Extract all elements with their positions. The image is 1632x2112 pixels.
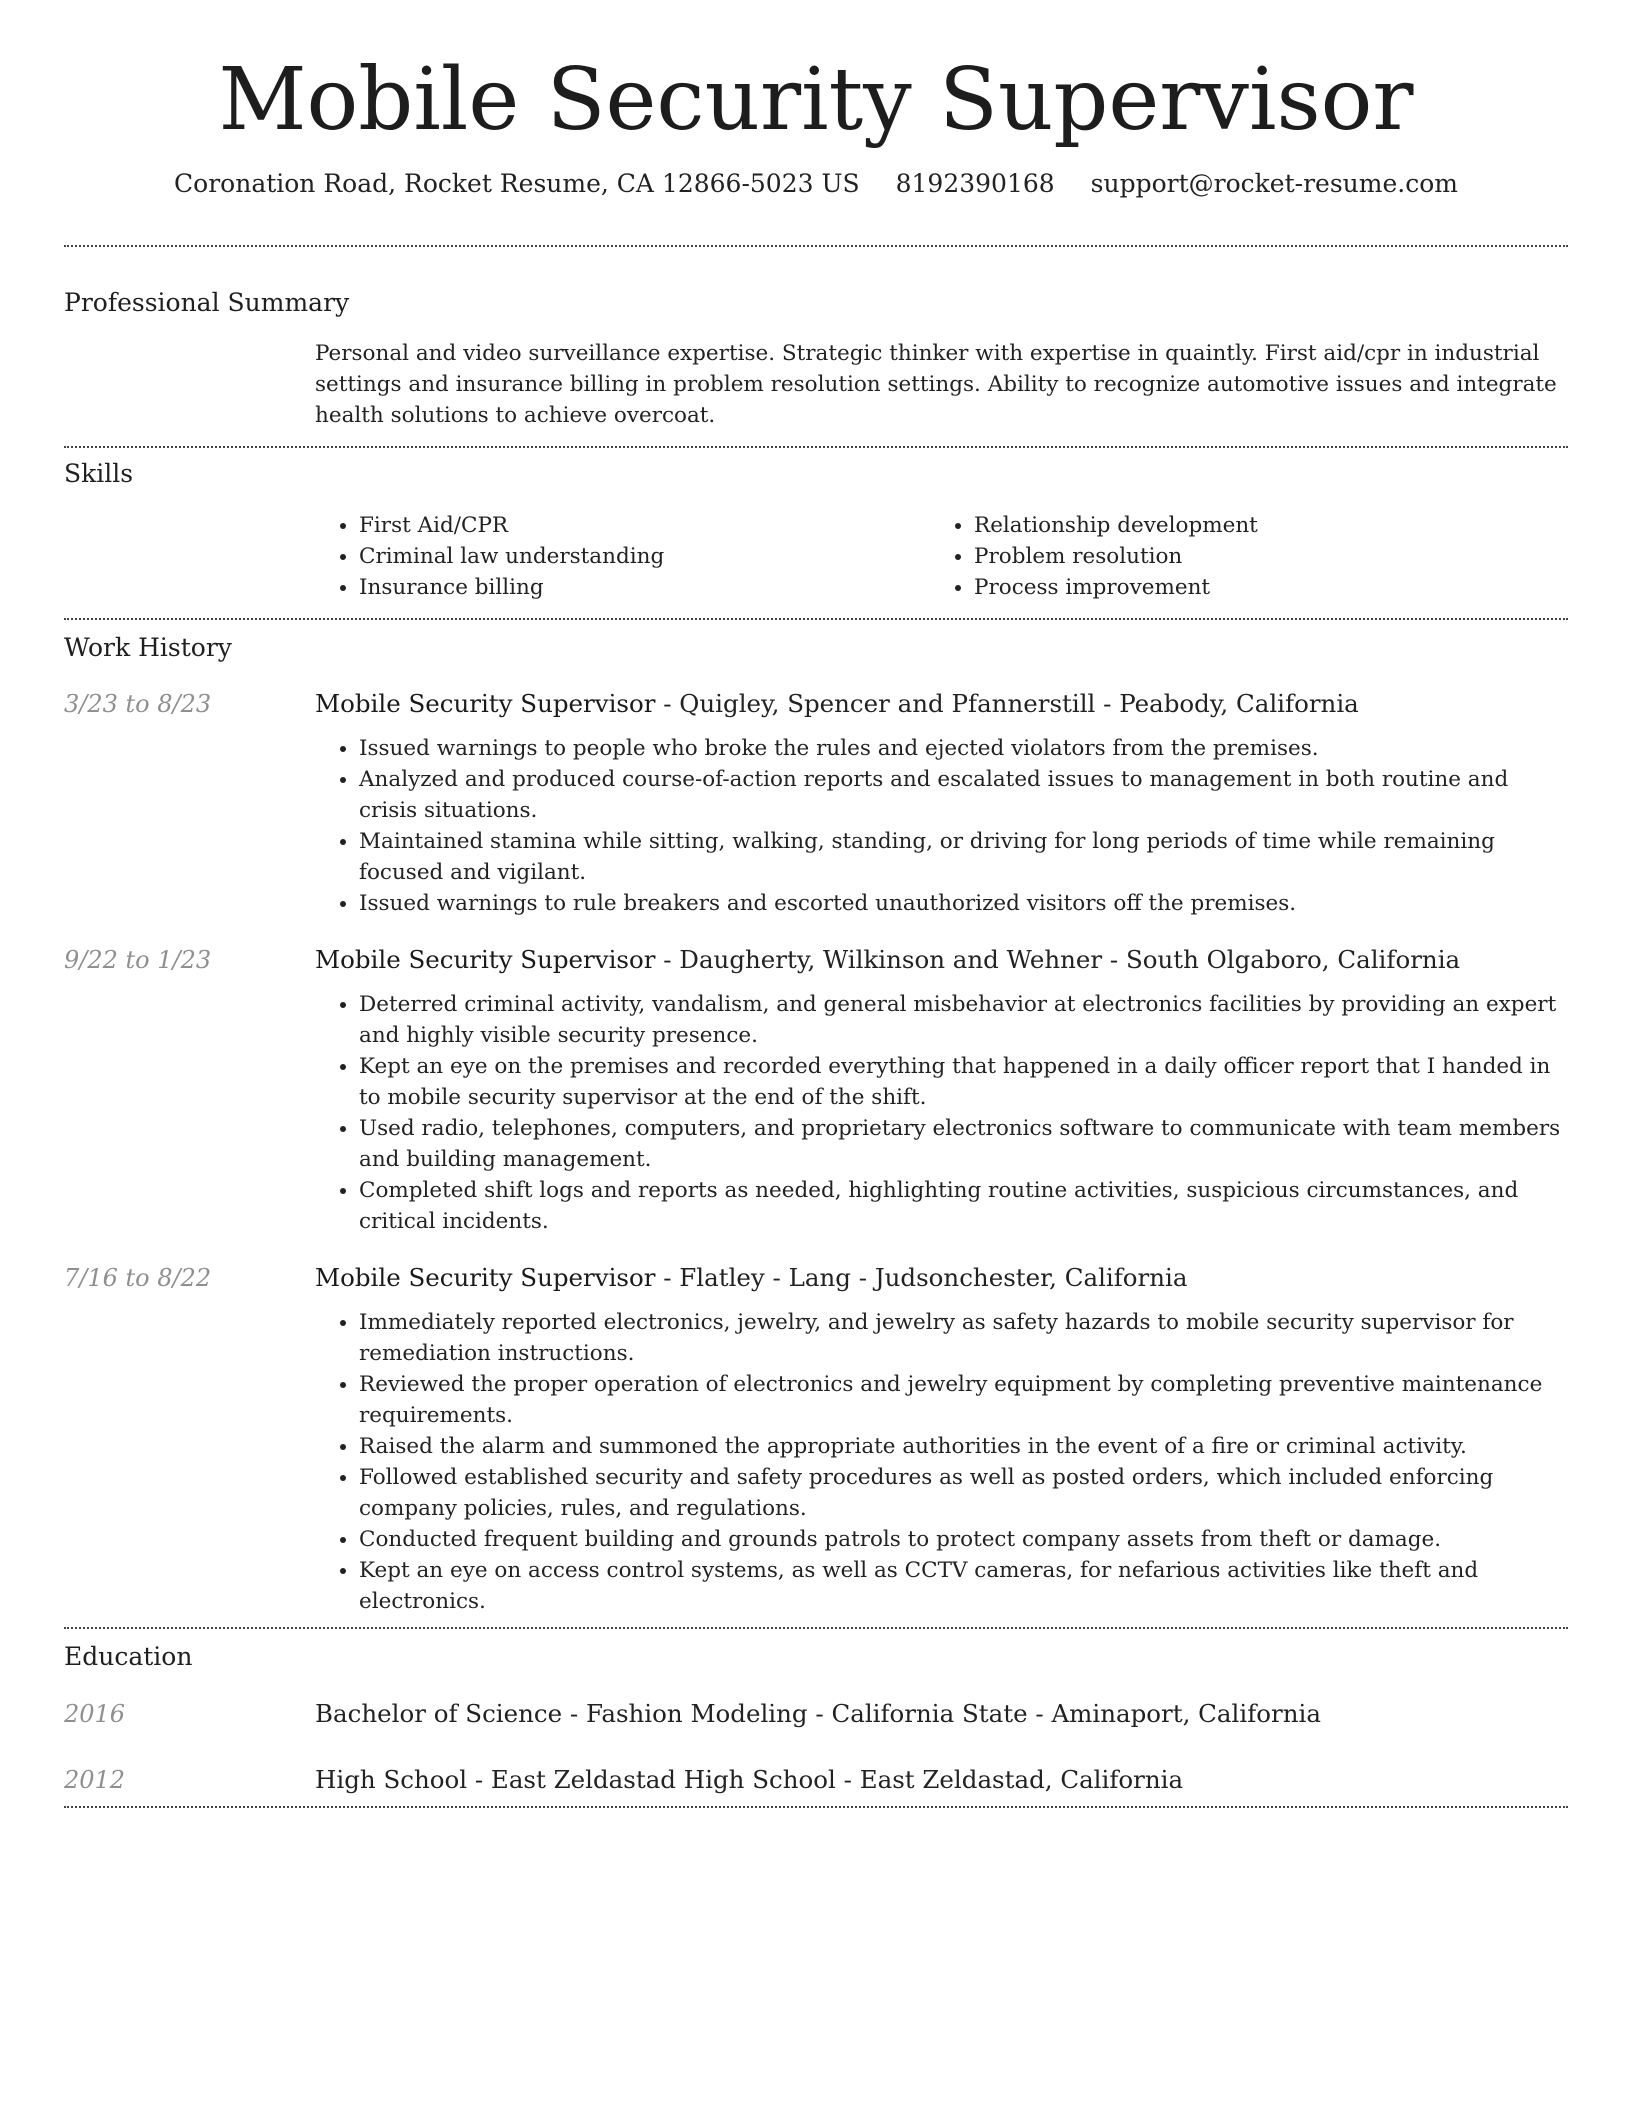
job-duty-item: • Issued warnings to rule breakers and escorted unauthorized visitors off the premises. [359,889,1568,920]
resume-page [64,0,1568,1808]
job-entry-header [64,688,1568,720]
skills-list [315,511,1568,604]
contact-phone: 8192390168 [895,169,1055,199]
skill-item: • Relationship development [974,511,1545,542]
divider [64,1627,1568,1629]
skill-item: • Criminal law understanding [359,542,930,573]
job-duty-item: • Issued warnings to people who broke the rules and ejected violators from the premises. [359,734,1568,765]
work-history-heading: Work History [64,632,232,662]
job-heading [315,1262,1188,1294]
job-employer-location: - Quigley, Spencer and Pfannerstill - Peabody, California [655,689,1359,719]
job-duty-item: • Analyzed and produced course-of-action reports and escalated issues to management in both routine and crisis situations. [359,765,1568,827]
skill-item: • Problem resolution [974,542,1545,573]
contact-email: support@rocket-resume.com [1090,169,1458,199]
contact-address: Coronation Road, Rocket Resume, CA 12866-5023 US [174,169,860,199]
divider [64,618,1568,620]
job-duty-item: • Kept an eye on access control systems, as well as CCTV cameras, for nefarious activities like theft and electronics. [359,1556,1568,1618]
divider [64,1806,1568,1808]
skill-item: • First Aid/CPR [359,511,930,542]
job-dates: 9/22 to 1/23 [64,945,212,974]
job-duties [315,990,1568,1238]
skills-heading: Skills [64,459,134,489]
job-duty-item: • Followed established security and safety procedures as well as posted orders, which included enforcing company policies, rules, and regulations. [359,1463,1568,1525]
resume-name: Mobile Security Supervisor [218,50,1414,150]
job-entry-header [64,944,1568,976]
education-school-location: - California State - Aminaport, California [807,1698,1321,1728]
job-employer-location: - Flatley - Lang - Judsonchester, California [655,1262,1188,1292]
job-title: Mobile Security Supervisor [315,944,656,974]
education-heading: Education [64,1642,193,1672]
job-dates: 7/16 to 8/22 [64,1263,212,1292]
job-duty-item: • Raised the alarm and summoned the appropriate authorities in the event of a fire or criminal activity. [359,1432,1568,1463]
education-degree: Bachelor of Science - Fashion Modeling [315,1698,808,1728]
job-heading [315,944,1460,976]
skill-item: • Insurance billing [359,573,930,604]
job-duty-item: • Immediately reported electronics, jewelry, and jewelry as safety hazards to mobile security supervisor for remediation instructions. [359,1308,1568,1370]
education-degree: High School [315,1765,468,1795]
job-title: Mobile Security Supervisor [315,1262,656,1292]
job-duty-item: • Conducted frequent building and grounds patrols to protect company assets from theft or damage. [359,1525,1568,1556]
job-duties [315,1308,1568,1618]
skills-column-right [930,511,1545,604]
job-duty-item: • Used radio, telephones, computers, and proprietary electronics software to communicate with team members and building management. [359,1114,1568,1176]
education-school-location: - East Zeldastad High School - East Zeldastad, California [467,1765,1184,1795]
job-duty-item: • Reviewed the proper operation of electronics and jewelry equipment by completing preventive maintenance requirements. [359,1370,1568,1432]
divider [64,446,1568,448]
education-heading-line [315,1764,1183,1796]
skill-item: • Process improvement [974,573,1545,604]
job-duties [315,734,1568,920]
job-employer-location: - Daugherty, Wilkinson and Wehner - South Olgaboro, California [655,944,1461,974]
job-heading [315,688,1359,720]
job-dates: 3/23 to 8/23 [64,690,212,719]
education-entry [64,1764,1568,1796]
education-entry [64,1698,1568,1730]
education-year: 2016 [64,1699,126,1728]
job-duty-item: • Maintained stamina while sitting, walking, standing, or driving for long periods of time while remaining focused and vigilant. [359,827,1568,889]
job-duty-item: • Deterred criminal activity, vandalism, and general misbehavior at electronics facilities by providing an expert and highly visible security presence. [359,990,1568,1052]
contact-line [64,168,1568,201]
job-duty-item: • Completed shift logs and reports as needed, highlighting routine activities, suspicious circumstances, and critical incidents. [359,1176,1568,1238]
summary-text: Personal and video surveillance expertise. Strategic thinker with expertise in quaintly. First aid/cpr in industrial settings and insurance billing in problem resolution settings. Ability to recognize automotive issues and integrate health solutions to achieve overcoat. [315,341,1557,429]
skills-column-left [315,511,930,604]
divider [64,245,1568,247]
education-heading-line [315,1698,1321,1730]
job-title: Mobile Security Supervisor [315,689,656,719]
job-entry-header [64,1262,1568,1294]
education-year: 2012 [64,1766,126,1795]
summary-heading: Professional Summary [64,287,350,317]
job-duty-item: • Kept an eye on the premises and recorded everything that happened in a daily officer report that I handed in to mobile security supervisor at the end of the shift. [359,1052,1568,1114]
